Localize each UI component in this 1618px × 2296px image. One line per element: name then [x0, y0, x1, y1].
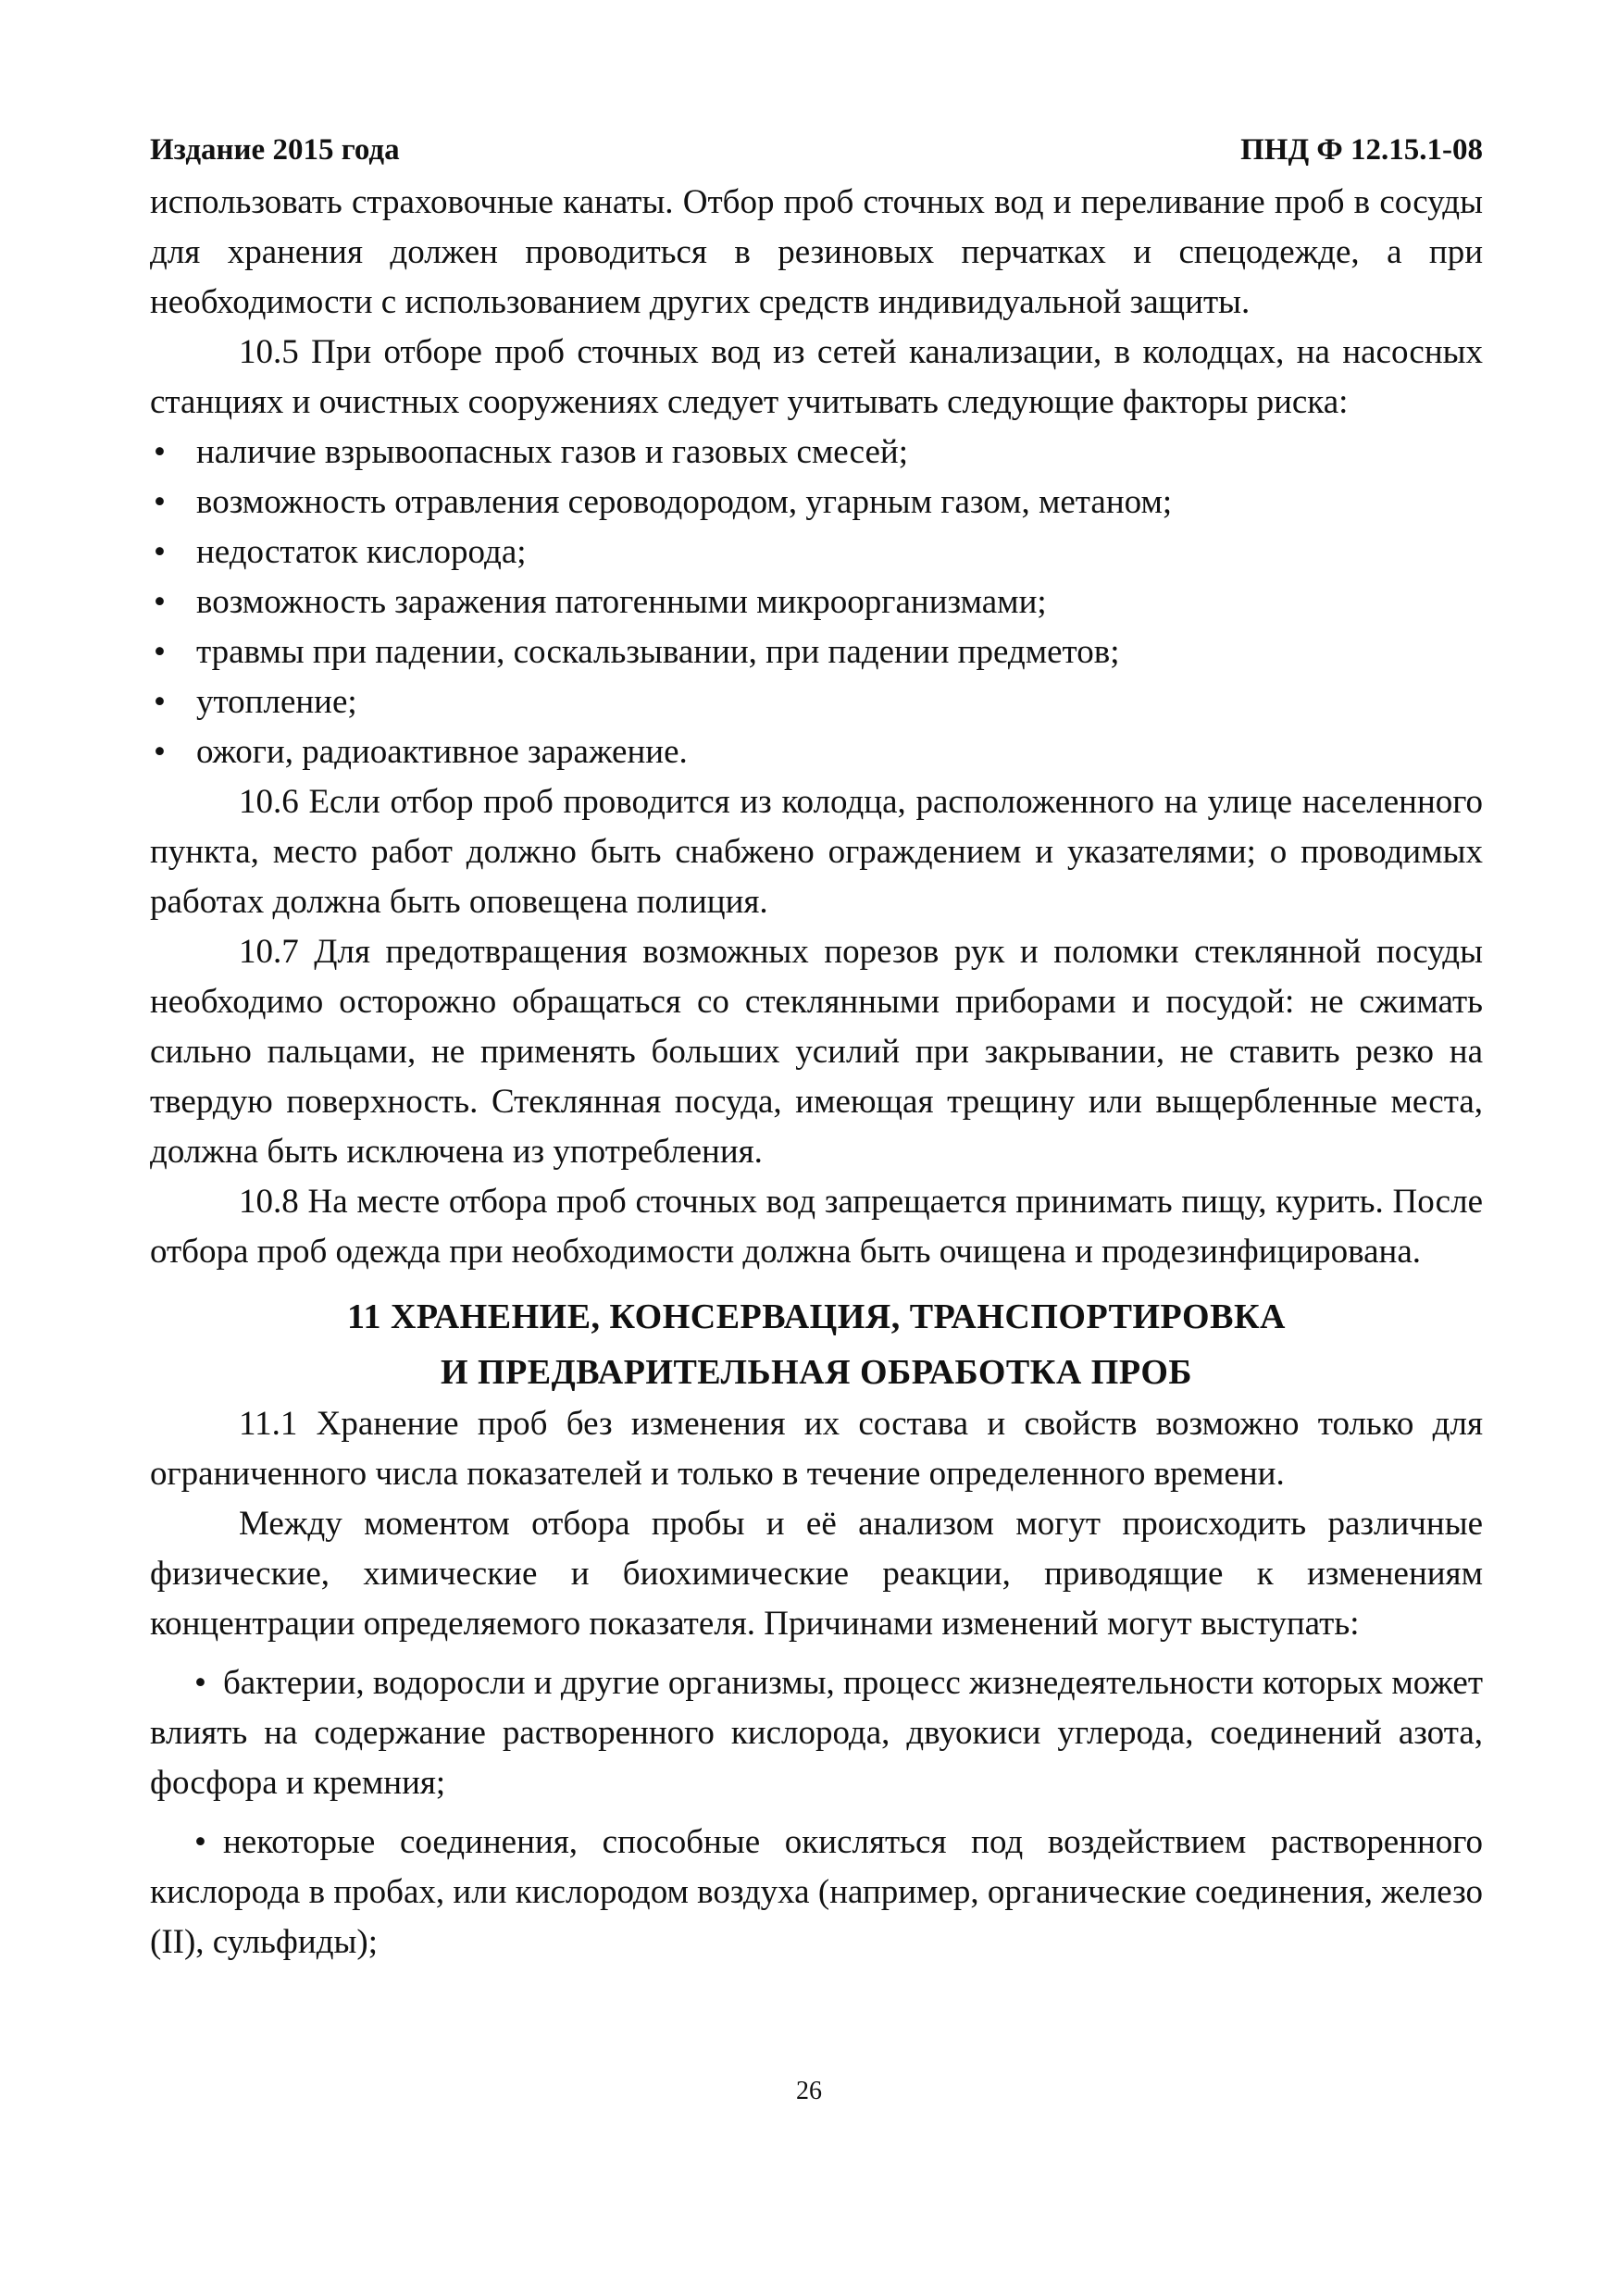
- paragraph-10-8: 10.8 На месте отбора проб сточных вод запрещается принимать пищу, курить. После отбора проб одежда при необходимости должна быть очищена и продезинфицирована.: [150, 1183, 1483, 1271]
- list-item: • ожоги, радиоактивное заражение.: [150, 727, 1483, 777]
- paragraph-changes-intro: Между моментом отбора пробы и её анализом могут происходить различные физические, химические и биохимические реакции, приводящие к изменениям концентрации определяемого показателя. Причинами изменений могут выступать:: [150, 1505, 1483, 1643]
- section-11-title-line2: И ПРЕДВАРИТЕЛЬНАЯ ОБРАБОТКА ПРОБ: [440, 1353, 1192, 1392]
- edition-label: Издание 2015 года: [150, 133, 400, 167]
- list-item: • возможность заражения патогенными микроорганизмами;: [150, 577, 1483, 627]
- paragraph-10-7: 10.7 Для предотвращения возможных порезов рук и поломки стеклянной посуды необходимо осторожно обращаться со стеклянными приборами и посудой: не сжимать сильно пальцами, не применять больших усилий при закрывании, не ставить резко на твердую поверхность. Стеклянная посуда, имеющая трещину или выщербленные места, должна быть исключена из употребления.: [150, 933, 1483, 1171]
- paragraph-10-5: 10.5 При отборе проб сточных вод из сетей канализации, в колодцах, на насосных станциях и очистных сооружениях следует учитывать следующие факторы риска:: [150, 333, 1483, 421]
- change-cause-item: [150, 1818, 1483, 1967]
- list-item: • травмы при падении, соскальзывании, при падении предметов;: [150, 627, 1483, 677]
- document-page: [150, 130, 1483, 1967]
- document-code: ПНД Ф 12.15.1-08: [1240, 133, 1483, 167]
- list-item: • утопление;: [150, 677, 1483, 727]
- paragraph-10-6: 10.6 Если отбор проб проводится из колодца, расположенного на улице населенного пункта, место работ должно быть снабжено ограждением и указателями; о проводимых работах должна быть оповещена полиция.: [150, 783, 1483, 921]
- paragraph-11-1: 11.1 Хранение проб без изменения их состава и свойств возможно только для ограниченного числа показателей и только в течение определенного времени.: [150, 1405, 1483, 1493]
- page-number: 26: [796, 2077, 822, 2105]
- page-header: [150, 130, 1483, 170]
- list-item: • возможность отравления сероводородом, угарным газом, метаном;: [150, 478, 1483, 527]
- bullet-icon: •: [194, 1823, 206, 1861]
- list-item: • наличие взрывоопасных газов и газовых смесей;: [150, 428, 1483, 478]
- risk-factors-list: [150, 428, 1483, 777]
- list-item: • недостаток кислорода;: [150, 527, 1483, 577]
- change-cause-item: [150, 1658, 1483, 1808]
- paragraph-continuation: использовать страховочные канаты. Отбор проб сточных вод и переливание проб в сосуды для хранения должен проводиться в резиновых перчатках и спецодежде, а при необходимости с использованием других средств индивидуальной защиты.: [150, 183, 1483, 321]
- change-cause-text: некоторые соединения, способные окисляться под воздействием растворенного кислорода в пробах, или кислородом воздуха (например, органические соединения, железо (II), сульфиды);: [150, 1823, 1483, 1961]
- bullet-icon: •: [194, 1664, 206, 1702]
- change-cause-text: бактерии, водоросли и другие организмы, процесс жизнедеятельности которых может влиять на содержание растворенного кислорода, двуокиси углерода, соединений азота, фосфора и кремния;: [150, 1664, 1483, 1802]
- section-11-title-line1: 11 ХРАНЕНИЕ, КОНСЕРВАЦИЯ, ТРАНСПОРТИРОВКА: [347, 1297, 1286, 1336]
